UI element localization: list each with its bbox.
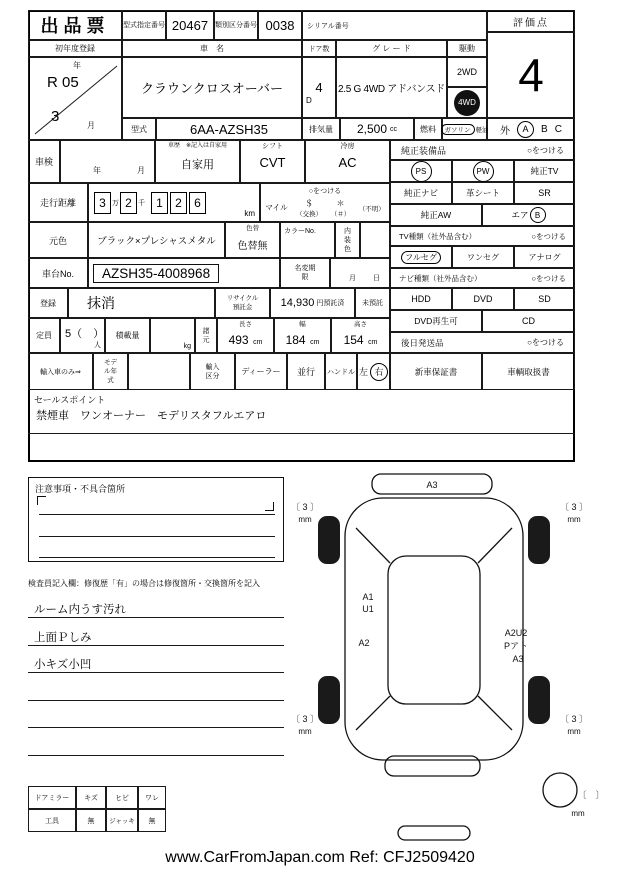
grade-label: グ レ ー ド bbox=[336, 40, 447, 57]
defects-rule-2 bbox=[39, 536, 275, 537]
rating-score: 4 bbox=[487, 32, 575, 118]
odometer-digit-2: 2 bbox=[170, 192, 187, 214]
wheel-rear-left bbox=[318, 676, 340, 724]
height-value: 154 bbox=[343, 333, 364, 347]
shift-cell bbox=[240, 140, 305, 183]
airbag-selected: B bbox=[530, 207, 546, 223]
tools-cell-split: ワレ bbox=[138, 786, 166, 809]
fuel-label: 燃料 bbox=[414, 118, 442, 140]
tools-cell-jack: ジャッキ bbox=[106, 809, 138, 832]
tools-cell-none-1: 無 bbox=[76, 809, 106, 832]
inspector-rule-4 bbox=[28, 700, 284, 701]
rear-bumper-shape bbox=[385, 756, 480, 776]
import-only-label: 輸入車のみ⇒ bbox=[28, 353, 93, 390]
mileage-options-row bbox=[261, 198, 389, 218]
equipment-pw-cell bbox=[452, 160, 514, 182]
import-type-label: 輸入区分 bbox=[190, 353, 235, 390]
odometer-digit-man: 3 bbox=[94, 192, 111, 214]
defect-code-paint: Pアト bbox=[503, 641, 529, 651]
height-cell bbox=[331, 318, 390, 353]
tv-fullseg-cell bbox=[390, 246, 452, 268]
class-code-value: 0038 bbox=[258, 10, 302, 40]
history-label: 車歴 ※記入は自家用 bbox=[167, 143, 228, 149]
inspector-rule-2 bbox=[28, 645, 284, 646]
chassis-no-label: 車台No. bbox=[28, 258, 88, 288]
capacity-unit: 人 bbox=[94, 342, 101, 349]
defect-code-u1: U1 bbox=[362, 604, 374, 614]
equipment-airbag-cell bbox=[482, 204, 575, 226]
recycle-deposit-cell bbox=[270, 288, 355, 318]
tools-cell-none-2: 無 bbox=[138, 809, 166, 832]
base-color-label: 元色 bbox=[28, 222, 88, 258]
shift-label: シフト bbox=[262, 143, 283, 150]
rating-label: 評価点 bbox=[487, 10, 575, 32]
displacement-value: 2,500 bbox=[356, 122, 388, 136]
mile-opt2-note: （＃） bbox=[330, 211, 351, 218]
interior-color-value bbox=[360, 222, 390, 258]
wheel-front-right bbox=[528, 516, 550, 564]
inspector-rule-3 bbox=[28, 672, 284, 673]
shaken-month-label: 月 bbox=[137, 166, 145, 175]
color-no-cell bbox=[280, 222, 335, 258]
color-change-label: 色替 bbox=[246, 225, 259, 232]
later-shipment-note: ○をつける bbox=[527, 338, 564, 347]
equipment-navi-option: 純正ナビ bbox=[390, 182, 452, 204]
defects-box-title: 注意事項・不具合箇所 bbox=[35, 484, 126, 494]
handle-right-selected: 右 bbox=[370, 363, 388, 381]
import-model-year-label: モデル年式 bbox=[93, 353, 128, 390]
model-label: 型式 bbox=[122, 118, 156, 140]
chassis-no-cell bbox=[88, 258, 280, 288]
inspector-rule-6 bbox=[28, 755, 284, 756]
odometer-man-label: 万 bbox=[112, 199, 119, 207]
reg-month-value: 3 bbox=[51, 108, 60, 125]
ac-cell bbox=[305, 140, 390, 183]
sales-point-text: 禁煙車 ワンオーナー モデリスタフルエアロ bbox=[36, 410, 267, 422]
interior-color-label: 内装色 bbox=[335, 222, 360, 258]
fuel-options-cell bbox=[442, 118, 487, 140]
tread-rear-left: 〔 3 〕 bbox=[290, 714, 320, 724]
handle-left-option: 左 bbox=[358, 367, 368, 377]
defect-code-a2u2: A2U2 bbox=[504, 628, 528, 638]
capacity-cell bbox=[60, 318, 105, 353]
inspector-line-3-text: 小キズ小凹 bbox=[34, 659, 92, 671]
shaken-label: 車検 bbox=[28, 140, 60, 183]
fuel-diesel-option: 軽油 bbox=[475, 126, 489, 134]
width-value-wrap bbox=[286, 331, 320, 349]
load-label: 積載量 bbox=[105, 318, 150, 353]
shaken-year-label: 年 bbox=[93, 166, 101, 175]
tv-type-circle-note: ○をつける bbox=[531, 231, 566, 241]
height-value-wrap bbox=[344, 331, 378, 349]
chassis-no-value: AZSH35-4008968 bbox=[93, 264, 219, 283]
tv-type-header-label: TV種類（社外品含む） bbox=[399, 231, 477, 241]
defect-code-a1: A1 bbox=[362, 592, 374, 602]
equipment-aw-option: 純正AW bbox=[390, 204, 482, 226]
length-unit: cm bbox=[253, 339, 263, 346]
mile-option-exchange bbox=[296, 198, 322, 218]
later-shipment-label: 後日発送品 bbox=[401, 337, 444, 348]
navi-dvd-option: DVD bbox=[452, 288, 514, 310]
inspector-rule-5 bbox=[28, 727, 284, 728]
class-code-label: 類別区分番号 bbox=[214, 10, 258, 40]
import-model-year-value bbox=[128, 353, 190, 390]
sales-point-label: セールスポイント bbox=[34, 395, 106, 405]
inspector-line-2-text: 上面Ｐしみ bbox=[34, 632, 92, 644]
vehicle-name-label: 車 名 bbox=[122, 40, 302, 57]
name-change-day: 日 bbox=[373, 275, 380, 282]
tv-type-header bbox=[390, 226, 575, 246]
mile-label: マイル bbox=[265, 203, 288, 212]
tread-front-right-unit: mm bbox=[567, 515, 581, 524]
recycle-deposit-value: 14,930 bbox=[280, 297, 315, 309]
navi-dvd-play-option: DVD再生可 bbox=[390, 310, 482, 332]
doors-value bbox=[302, 57, 336, 118]
mileage-label: 走行距離 bbox=[28, 183, 88, 222]
displacement-value-cell bbox=[340, 118, 414, 140]
serial-cell bbox=[302, 10, 487, 40]
defects-box bbox=[28, 477, 284, 562]
new-car-warranty-option: 新車保証書 bbox=[390, 353, 482, 390]
exterior-grade-a-circled: A bbox=[517, 121, 534, 138]
navi-sd-option: SD bbox=[514, 288, 575, 310]
color-change-value: 色替無 bbox=[237, 241, 268, 252]
length-label: 長さ bbox=[239, 321, 252, 328]
model-value: 6AA-AZSH35 bbox=[156, 118, 302, 140]
color-no-label: カラーNo. bbox=[284, 228, 316, 235]
length-cell bbox=[217, 318, 274, 353]
drive-label: 駆動 bbox=[447, 40, 487, 57]
equipment-sr-option: SR bbox=[514, 182, 575, 204]
recycle-deposit-label: リサイクル預託金 bbox=[215, 288, 270, 318]
spare-tire-circle bbox=[543, 773, 577, 807]
capacity-label: 定員 bbox=[28, 318, 60, 353]
load-cell bbox=[150, 318, 195, 353]
height-label: 高さ bbox=[354, 321, 367, 328]
base-color-value: ブラック×プレシャスメタル bbox=[88, 222, 225, 258]
odometer-digit-1: 1 bbox=[151, 192, 168, 214]
height-unit: cm bbox=[368, 339, 378, 346]
defects-corner-mark-br bbox=[265, 502, 274, 511]
navi-type-circle-note: ○をつける bbox=[531, 273, 566, 283]
dimensions-label: 諸元 bbox=[195, 318, 217, 353]
doors-sub: D bbox=[306, 96, 312, 105]
mile-opt1-note: （交換） bbox=[296, 211, 323, 218]
name-change-deadline-label: 名変期限 bbox=[280, 258, 330, 288]
later-shipment-header bbox=[390, 332, 575, 353]
model-code-label: 型式指定番号 bbox=[122, 10, 166, 40]
exterior-grade-b: B bbox=[541, 123, 548, 135]
equipment-circle-note: ○をつける bbox=[527, 145, 564, 155]
defect-code-a2: A2 bbox=[358, 638, 370, 648]
tools-cell-crack: ヒビ bbox=[106, 786, 138, 809]
mile-option-asterisk bbox=[331, 198, 351, 218]
handle-label: ハンドル bbox=[325, 353, 357, 390]
capacity-value: 5（ ） bbox=[65, 328, 105, 340]
length-value-wrap bbox=[229, 331, 263, 349]
tools-cell-scratch: キズ bbox=[76, 786, 106, 809]
ac-label: 冷房 bbox=[340, 143, 355, 150]
defects-rule-3 bbox=[39, 557, 275, 558]
tread-front-left: 〔 3 〕 bbox=[290, 502, 320, 512]
exterior-prefix: 外 bbox=[500, 125, 511, 137]
tv-oneseg-option: ワンセグ bbox=[452, 246, 514, 268]
muffler-shape bbox=[398, 826, 470, 840]
spare-tread-unit: mm bbox=[571, 809, 585, 818]
odometer-unit: km bbox=[244, 209, 255, 218]
registration-status-label: 登録 bbox=[28, 288, 68, 318]
equipment-header-label: 純正装備品 bbox=[401, 145, 447, 156]
inspector-rule-1 bbox=[28, 617, 284, 618]
reg-year-value: R 05 bbox=[47, 74, 79, 91]
navi-type-header bbox=[390, 268, 575, 288]
drive-2wd-option: 2WD bbox=[447, 57, 487, 87]
tv-fullseg-selected: フルセグ bbox=[401, 251, 441, 264]
recycle-deposit-unit: 円預託済 bbox=[316, 300, 345, 307]
defects-rule-1 bbox=[39, 514, 275, 515]
name-change-date-cell bbox=[330, 258, 390, 288]
wheel-front-left bbox=[318, 516, 340, 564]
drive-4wd-option bbox=[447, 87, 487, 118]
airbag-prefix: エア bbox=[511, 210, 529, 220]
mileage-options-cell bbox=[260, 183, 390, 222]
inspector-note: 検査員記入欄：修復歴「有」の場合は修復箇所・交換箇所を記入 bbox=[28, 579, 260, 588]
tools-cell-doormirror: ドアミラー bbox=[28, 786, 76, 809]
serial-label: シリアル番号 bbox=[307, 23, 349, 30]
load-unit: kg bbox=[183, 343, 191, 350]
model-code-value: 20467 bbox=[166, 10, 214, 40]
car-diagram bbox=[288, 468, 610, 848]
equipment-ps-cell bbox=[390, 160, 452, 182]
color-change-cell bbox=[225, 222, 280, 258]
navi-hdd-option: HDD bbox=[390, 288, 452, 310]
car-body-outline bbox=[345, 498, 523, 760]
navi-cd-option: CD bbox=[482, 310, 575, 332]
sales-point-block bbox=[28, 390, 575, 462]
doors-count: 4 bbox=[315, 80, 323, 95]
front-bumper-label: A3 bbox=[426, 480, 438, 490]
watermark-footer: www.CarFromJapan.com Ref: CFJ2509420 bbox=[165, 849, 475, 866]
width-value: 184 bbox=[285, 333, 306, 347]
doors-label: ドア数 bbox=[302, 40, 336, 57]
registration-status-value: 抹消 bbox=[68, 288, 215, 318]
owner-manual-option: 車輌取扱書 bbox=[482, 353, 575, 390]
displacement-unit: cc bbox=[390, 125, 398, 133]
tread-rear-left-unit: mm bbox=[298, 727, 312, 736]
spare-tread-bracket: 〔 〕 bbox=[577, 790, 605, 800]
exterior-grade-row bbox=[487, 118, 575, 140]
odometer-cell bbox=[88, 183, 260, 222]
shift-value: CVT bbox=[259, 155, 286, 170]
drive-4wd-selected-mark: 4WD bbox=[454, 90, 480, 116]
tread-rear-right-unit: mm bbox=[567, 727, 581, 736]
equipment-pw-selected: PW bbox=[473, 161, 494, 182]
length-value: 493 bbox=[228, 333, 249, 347]
width-cell bbox=[274, 318, 331, 353]
navi-type-header-label: ナビ種類（社外品含む） bbox=[399, 273, 482, 283]
width-unit: cm bbox=[310, 339, 320, 346]
import-dealer-option: ディーラー bbox=[235, 353, 287, 390]
cabin-outline bbox=[388, 556, 480, 704]
equipment-leather-option: 革シート bbox=[452, 182, 514, 204]
odometer-sen-label: 千 bbox=[138, 199, 145, 207]
mile-opt2-mark: ＊ bbox=[336, 199, 345, 208]
shaken-date-cell bbox=[60, 140, 155, 183]
fuel-gasoline-selected: ガソリン bbox=[441, 124, 475, 135]
odometer-digit-3: 6 bbox=[189, 192, 206, 214]
displacement-label: 排気量 bbox=[302, 118, 340, 140]
grade-value: 2.5 G 4WD アドバンスド bbox=[336, 57, 447, 118]
wheel-rear-right bbox=[528, 676, 550, 724]
sales-point-divider bbox=[28, 433, 575, 434]
mile-opt1-mark: ＄ bbox=[305, 199, 314, 208]
mileage-circle-note: ○をつける bbox=[308, 188, 342, 195]
first-registration-cell bbox=[28, 57, 122, 140]
width-label: 幅 bbox=[299, 321, 306, 328]
ac-value: AC bbox=[338, 155, 357, 170]
equipment-header bbox=[390, 140, 575, 160]
inspector-line-1-text: ルーム内うす汚れ bbox=[34, 604, 126, 616]
odometer-digit-sen: 2 bbox=[120, 192, 137, 214]
reg-month-label: 月 bbox=[87, 121, 95, 130]
exterior-grade-c: C bbox=[554, 123, 562, 135]
equipment-ps-selected: PS bbox=[411, 161, 432, 182]
tread-front-right: 〔 3 〕 bbox=[559, 502, 589, 512]
recycle-not-deposited: 未預託 bbox=[355, 288, 390, 318]
vehicle-name-value: クラウンクロスオーバー bbox=[122, 57, 302, 118]
first-registration-header: 初年度登録 bbox=[28, 40, 122, 57]
import-parallel-option: 並行 bbox=[287, 353, 325, 390]
history-cell bbox=[155, 140, 240, 183]
tv-analog-option: アナログ bbox=[514, 246, 575, 268]
handle-options-cell bbox=[357, 353, 390, 390]
defect-code-a3: A3 bbox=[512, 654, 524, 664]
tread-front-left-unit: mm bbox=[298, 515, 312, 524]
defects-corner-mark-tl bbox=[37, 496, 46, 505]
form-title: 出品票 bbox=[28, 10, 122, 40]
name-change-month: 月 bbox=[349, 275, 356, 282]
tread-rear-right: 〔 3 〕 bbox=[559, 714, 589, 724]
tools-cell-tools: 工具 bbox=[28, 809, 76, 832]
mile-option-unknown: （不明） bbox=[358, 206, 385, 213]
history-value: 自家用 bbox=[181, 159, 214, 171]
reg-year-label: 年 bbox=[73, 61, 81, 70]
equipment-tv-option: 純正TV bbox=[514, 160, 575, 182]
